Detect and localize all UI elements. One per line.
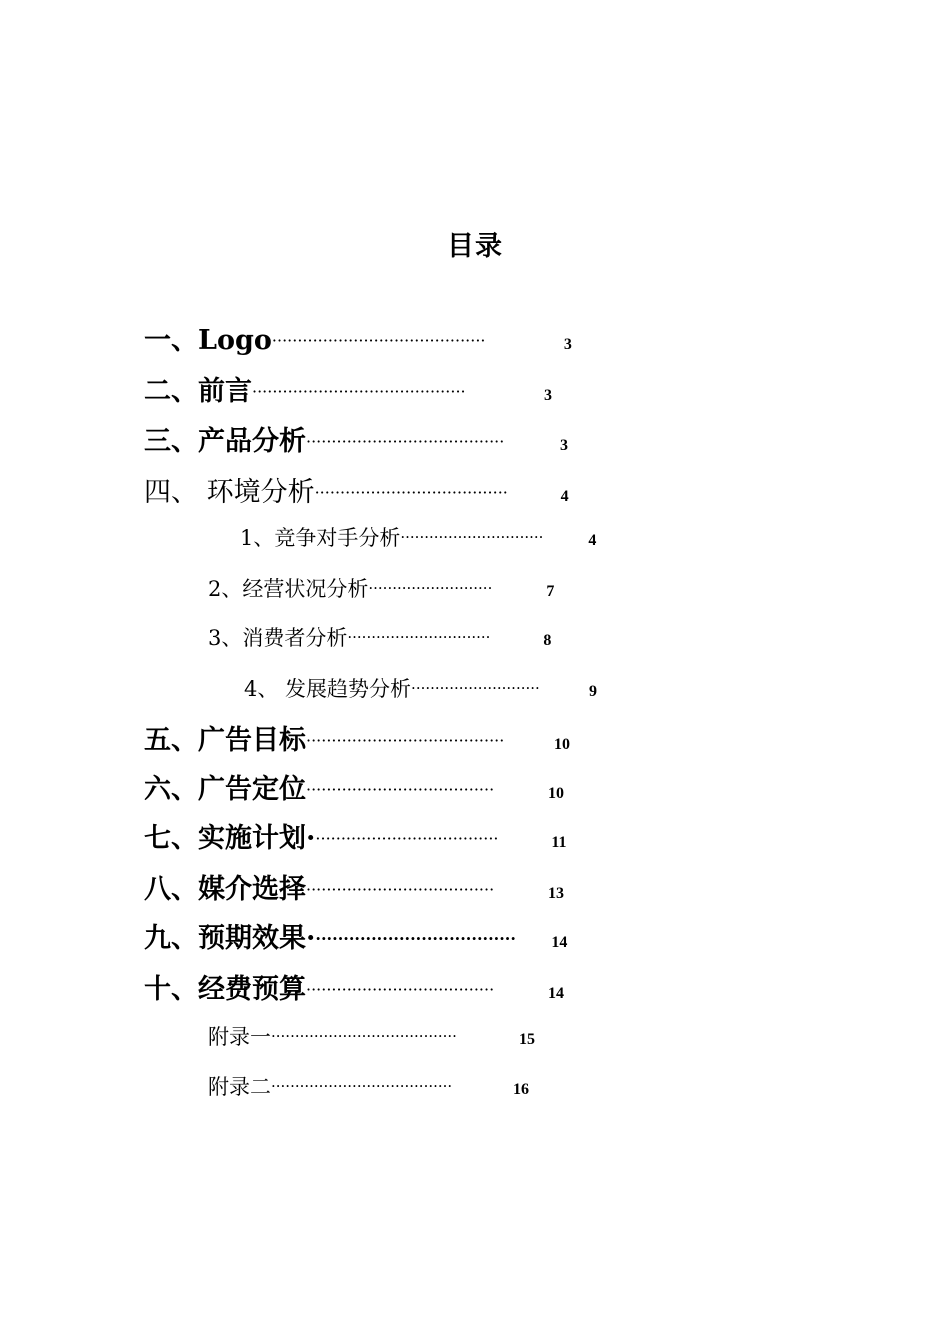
- toc-page-number: 16: [513, 1081, 529, 1098]
- toc-page-number: 10: [548, 785, 564, 802]
- dot-leader: ······································: [271, 1079, 453, 1094]
- toc-entry-label: 4、 发展趋势分析: [244, 677, 412, 701]
- toc-entry-label: 十、经费预算: [144, 974, 306, 1005]
- toc-page-number: 10: [554, 736, 570, 753]
- toc-entry-operation-analysis[interactable]: [208, 579, 554, 600]
- dot-leader: ···························: [411, 681, 540, 696]
- page-title: 目录: [447, 231, 503, 262]
- dot-leader: ·····································: [306, 882, 495, 898]
- toc-entry-label: 3、消费者分析: [208, 626, 348, 650]
- toc-entry-label: 四、 环境分析: [144, 477, 315, 508]
- toc-entry-ad-goal[interactable]: [144, 727, 570, 754]
- toc-entry-ad-positioning[interactable]: [144, 776, 564, 803]
- toc-entry-preface[interactable]: [144, 378, 552, 405]
- toc-entry-label: 2、经营状况分析: [208, 577, 369, 601]
- toc-entry-label: 一、Logo: [144, 325, 272, 356]
- toc-page-number: 11: [551, 834, 567, 851]
- toc-entry-label: 六、广告定位: [144, 774, 306, 805]
- toc-page-number: 4: [588, 532, 597, 549]
- toc-entry-label: 五、广告目标: [144, 725, 306, 756]
- dot-leader: ······································: [314, 485, 508, 501]
- toc-entry-product-analysis[interactable]: [144, 428, 568, 455]
- toc-entry-appendix-1[interactable]: [208, 1027, 535, 1048]
- toc-page-number: 9: [589, 683, 598, 700]
- toc-page-number: 3: [544, 387, 552, 404]
- toc-page-number: 13: [548, 885, 564, 902]
- dot-leader: ··························: [368, 581, 493, 596]
- toc-page-number: 14: [551, 934, 568, 951]
- toc-entry-label: 九、预期效果·: [144, 923, 316, 954]
- toc-entry-label: 附录二: [208, 1075, 271, 1099]
- toc-entry-environment-analysis[interactable]: [144, 479, 569, 506]
- toc-entry-consumer-analysis[interactable]: [208, 628, 551, 649]
- toc-entry-logo[interactable]: [144, 327, 572, 354]
- dot-leader: ·····································: [306, 782, 495, 798]
- dot-leader: ·······································: [306, 733, 505, 749]
- dot-leader: ·····································: [306, 982, 495, 998]
- dot-leader: ·······································: [306, 434, 505, 450]
- toc-entry-label: 八、媒介选择: [144, 874, 306, 905]
- toc-entry-expected-effect[interactable]: [144, 925, 567, 952]
- toc-page-number: 15: [519, 1031, 535, 1048]
- toc-entry-label: 三、产品分析: [144, 426, 306, 457]
- toc-entry-media-selection[interactable]: [144, 876, 564, 903]
- toc-entry-label: 1、竞争对手分析: [240, 526, 401, 550]
- toc-entry-appendix-2[interactable]: [208, 1077, 529, 1098]
- toc-page-number: 3: [563, 336, 572, 353]
- toc-entry-label: 附录一: [208, 1025, 271, 1049]
- dot-leader: ······························: [400, 530, 544, 545]
- toc-page-number: 7: [546, 583, 555, 600]
- toc-entry-trend-analysis[interactable]: [244, 679, 597, 700]
- toc-entry-competitor-analysis[interactable]: [240, 528, 596, 549]
- dot-leader: ····································: [315, 931, 516, 947]
- dot-leader: ····································: [315, 831, 499, 847]
- toc-page-number: 4: [560, 488, 569, 505]
- toc-entry-label: 七、实施计划·: [144, 823, 316, 854]
- dot-leader: ··········································: [271, 333, 486, 349]
- dot-leader: ······························: [347, 630, 491, 645]
- toc-entry-label: 二、前言: [144, 376, 252, 407]
- toc-entry-implementation-plan[interactable]: [144, 825, 567, 852]
- toc-page-number: 3: [560, 437, 568, 454]
- toc-entry-budget[interactable]: [144, 976, 564, 1003]
- dot-leader: ··········································: [252, 384, 466, 400]
- toc-page-number: 14: [548, 985, 564, 1002]
- dot-leader: ·······································: [271, 1029, 457, 1044]
- toc-page-number: 8: [543, 632, 552, 649]
